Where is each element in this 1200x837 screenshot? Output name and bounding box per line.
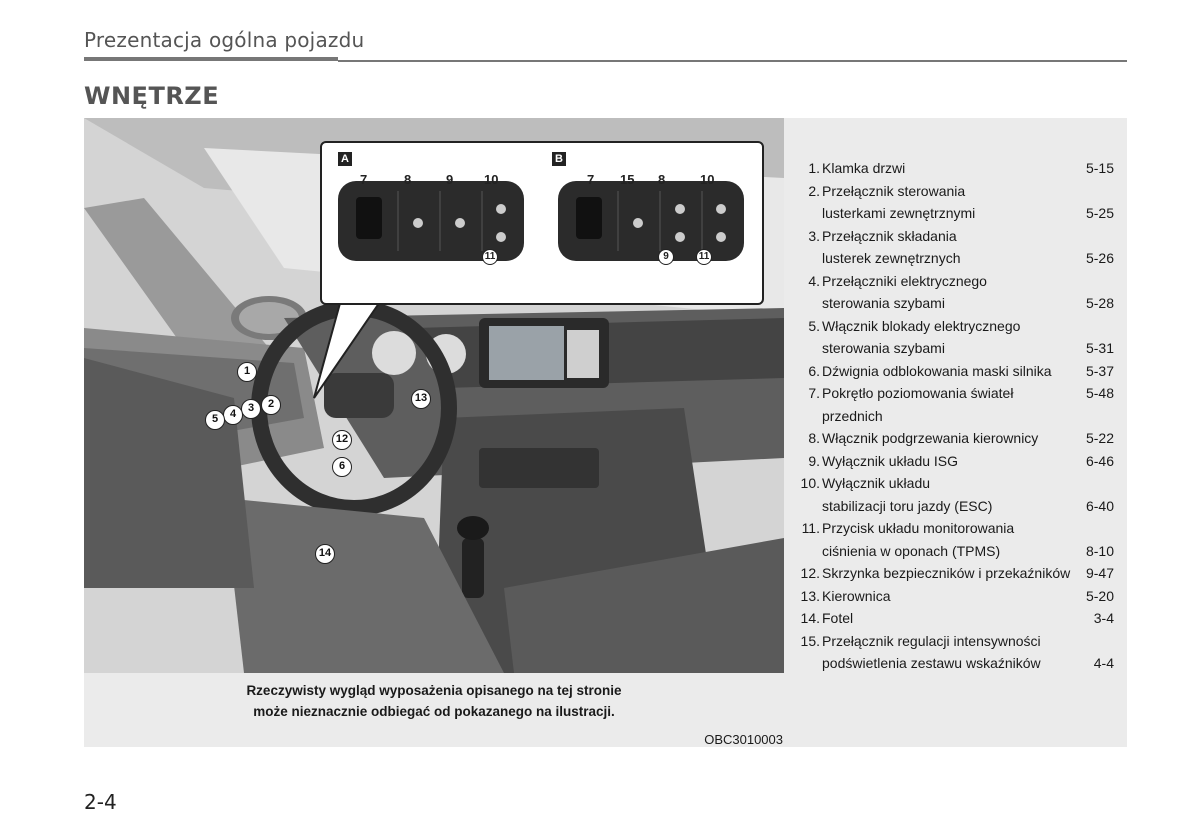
callout-5: 5 [205,410,225,430]
panel-b-num-8: 8 [658,172,666,187]
page-number: 2-4 [84,790,117,814]
switch-panel-detail [320,141,764,305]
component-list [796,157,1114,675]
callout-1: 1 [237,362,257,382]
illustration-caption [84,680,784,722]
list-item: 5. Włącznik blokady elektrycznego sterowania szybami 5-31 [808,317,1114,356]
header-rule [338,60,1127,62]
callout-3: 3 [241,399,261,419]
list-item: 15. Przełącznik regulacji intensywności podświetlenia zestawu wskaźników 4-4 [800,632,1114,671]
list-item: 13. Kierownica 5-20 [800,587,1114,604]
panel-a-num-11: 11 [482,249,498,265]
callout-12: 12 [332,430,352,450]
chapter-title: Prezentacja ogólna pojazdu [84,28,365,52]
callout-2: 2 [261,395,281,415]
list-item: 11. Przycisk układu monitorowania ciśnienia w oponach (TPMS) 8-10 [801,520,1114,559]
panel-a-num-10: 10 [484,172,499,187]
panel-a-num-8: 8 [404,172,412,187]
list-item: 3. Przełącznik składania lusterek zewnętrznych 5-26 [808,227,1114,266]
list-item: 10. Wyłącznik układu stabilizacji toru jazdy (ESC) 6-40 [800,475,1114,514]
list-item: 2. Przełącznik sterowania lusterkami zewnętrznymi 5-25 [808,182,1114,221]
list-item: 9. Wyłącznik układu ISG 6-46 [808,452,1114,469]
list-item: 12. Skrzynka bezpieczników i przekaźników 9-47 [800,565,1114,581]
callout-6: 6 [332,457,352,477]
panel-b-num-15: 15 [620,172,635,187]
variant-a-label: A [338,152,352,166]
callout-4: 4 [223,405,243,425]
list-item: 14. Fotel 3-4 [800,610,1114,626]
panel-b-num-9: 9 [658,249,674,265]
caption-line-2: może nieznacznie odbiegać od pokazanego na ilustracji. [253,704,615,719]
panel-a-num-9: 9 [446,172,454,187]
list-item: 7. Pokrętło poziomowania świateł przednich 5-48 [808,385,1114,424]
panel-b-num-7: 7 [587,172,595,187]
list-item: 1. Klamka drzwi 5-15 [808,160,1114,176]
list-item: 8. Włącznik podgrzewania kierownicy 5-22 [808,430,1114,446]
panel-a-num-7: 7 [360,172,368,187]
header-rule-thick [84,57,338,61]
variant-b-label: B [552,152,566,166]
panel-b-num-11: 11 [696,249,712,265]
caption-line-1: Rzeczywisty wygląd wyposażenia opisanego na tej stronie [246,683,622,698]
callout-13: 13 [411,389,431,409]
list-item: 6. Dźwignia odblokowania maski silnika 5-37 [808,362,1114,379]
panel-b-num-10: 10 [700,172,715,187]
switch-panel-a-drawing [336,179,526,264]
switch-panel-b-drawing [556,179,746,264]
list-item: 4. Przełączniki elektrycznego sterowania szybami 5-28 [808,272,1114,311]
section-title: WNĘTRZE [84,82,220,110]
image-code: OBC3010003 [704,732,783,747]
callout-14: 14 [315,544,335,564]
